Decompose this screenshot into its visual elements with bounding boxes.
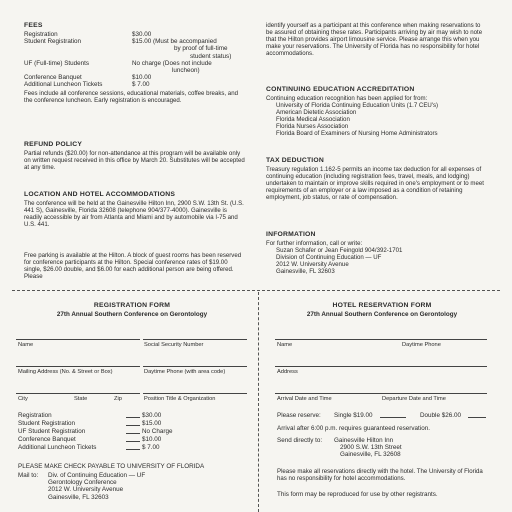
list-item: American Dietetic Association (276, 109, 357, 117)
payable-instruction: PLEASE MAKE CHECK PAYABLE TO UNIVERSITY OF FLORIDA (18, 463, 205, 470)
ce-list (276, 102, 488, 137)
info-address: Suzan Schafer or Jean Feingold 904/392-1701 Division of Continuing Education — UF 2012 W. University Avenue Gainesville, FL 32603 (276, 247, 403, 276)
tax-text: Treasury regulation 1.162-5 permits an income tax deduction for all expenses of continuing education (including registration fees, travel, meals, and lodging) undertaken to maintain or improve skills required in one's employment or to meet requirements of an employer or a law imposed as a condition of retaining employment, job status, or rate of compensation. (266, 166, 484, 202)
arrival-label: Arrival Date and Time (277, 396, 332, 402)
hotel-name-label: Name (277, 342, 293, 348)
info-heading: INFORMATION (266, 231, 316, 238)
fee-row: luncheon) (172, 66, 200, 74)
registration-form-subtitle: 27th Annual Southern Conference on Gerontology (56, 311, 208, 318)
single-checkbox-line[interactable] (380, 417, 406, 418)
info-intro: For further information, call or write: (266, 240, 363, 247)
list-item: Florida Nurses Association (276, 123, 349, 131)
ce-heading: CONTINUING EDUCATION ACCREDITATION (266, 86, 415, 93)
ssn-field[interactable] (143, 339, 247, 340)
fees-note: Fees include all conference sessions, educational materials, coffee breaks, and the conference luncheon. Early registration is encouraged. (24, 90, 238, 105)
list-item: University of Florida Continuing Education Units (1.7 CEU's) (276, 102, 439, 109)
hotel-address-block: Gainesville Hilton Inn 2900 S.W. 13th Street Gainesville, FL 32608 (334, 437, 402, 459)
location-heading: LOCATION AND HOTEL ACCOMMODATIONS (24, 191, 176, 198)
cut-line-vertical (258, 292, 259, 512)
arrival-departure-field[interactable] (275, 393, 487, 394)
fee-row: Registration $30.00 (24, 31, 152, 38)
hotel-instructions: identify yourself as a participant at this conference when making reservations to be assured of obtaining these rates. Participants arriving by air may wish to note that the Hilton provides airport limousine service. Please arrange this when you make your reservations. The University of Florida has no responsibility for hotel accommodations. (266, 22, 483, 58)
daytime-phone-field[interactable] (143, 366, 247, 367)
location-text: The conference will be held at the Gainesville Hilton Inn, 2900 S.W. 13th St. (U.S. 441 S), Gainesville, Florida 32608 (telephone 904/377-4000). Gainesville is readily accessible by air from Atlanta and Miami and by automobile via I-75 and U.S. 441. (24, 200, 244, 229)
refund-heading: REFUND POLICY (24, 141, 83, 148)
ssn-label: Social Security Number (144, 342, 204, 348)
fee-row: Conference Banquet $10.00 (24, 74, 152, 82)
list-item: UF Student Registration No Charge (18, 428, 173, 435)
fees-heading: FEES (24, 22, 43, 29)
daytime-phone-label: Daytime Phone (with area code) (144, 369, 226, 375)
hotel-form-subtitle: 27th Annual Southern Conference on Gerontology (306, 311, 458, 318)
hotel-phone-label: Daytime Phone (402, 342, 441, 348)
position-field[interactable] (143, 393, 247, 394)
fee-checkbox-line[interactable] (126, 425, 140, 426)
list-item: Registration $30.00 (18, 412, 162, 419)
fees-table (24, 31, 246, 89)
registration-form-title: REGISTRATION FORM (93, 302, 171, 309)
list-item: Florida Board of Examiners of Nursing Home Administrators (276, 130, 438, 138)
name-label: Name (18, 342, 34, 348)
fee-row: UF (Full-time) Students No charge (Does not include (24, 59, 212, 67)
hotel-address-field[interactable] (275, 366, 487, 367)
fee-row: student status) (190, 52, 232, 60)
ce-intro: Continuing education recognition has been applied for from: (266, 95, 428, 102)
list-item: Conference Banquet $10.00 (18, 436, 162, 443)
departure-label: Departure Date and Time (382, 396, 446, 402)
hotel-rates-text: Free parking is available at the Hilton. A block of guest rooms has been reserved for conference participants at the Hilton. Special conference rates of $19.00 single, $26.00 double, and $6.00 for each additional person are being offered. Please (24, 252, 242, 281)
double-rate: Double $26.00 (420, 412, 461, 419)
arrival-note: Arrival after 6:00 p.m. requires guaranteed reservation. (277, 425, 430, 432)
list-item: Florida Medical Association (276, 116, 350, 124)
zip-label: Zip (114, 396, 122, 402)
mail-to-address: Div. of Continuing Education — UF Gerontology Conference 2012 W. University Avenue Gainesville, FL 32603 (48, 472, 146, 501)
list-item: Student Registration $15.00 (18, 420, 162, 427)
fee-row: Student Registration $15.00 (Must be accompanied (24, 38, 217, 46)
fee-checkbox-line[interactable] (126, 449, 140, 450)
position-label: Position Title & Organization (144, 396, 216, 402)
hotel-name-field[interactable] (275, 339, 487, 340)
mail-to-label: Mail to: (18, 472, 39, 479)
fee-checkbox-line[interactable] (126, 433, 140, 434)
name-field[interactable] (16, 339, 140, 340)
registration-fee-list (18, 412, 248, 452)
please-reserve-label: Please reserve: (277, 412, 321, 419)
double-checkbox-line[interactable] (468, 417, 486, 418)
fee-checkbox-line[interactable] (126, 441, 140, 442)
city-state-zip-field[interactable] (16, 393, 140, 394)
fee-row: Additional Luncheon Tickets $ 7.00 (24, 81, 150, 89)
tax-heading: TAX DEDUCTION (266, 157, 324, 164)
hotel-address-label: Address (277, 369, 298, 375)
hotel-note: Please make all reservations directly with the hotel. The University of Florida has no responsibility for hotel accommodations. (277, 468, 483, 483)
fee-checkbox-line[interactable] (126, 417, 140, 418)
city-label: City (18, 396, 28, 402)
send-to-label: Send directly to: (277, 437, 323, 444)
mailing-address-label: Mailing Address (No. & Street or Box) (18, 369, 113, 375)
state-label: State (74, 396, 88, 402)
cut-line-horizontal (12, 290, 500, 291)
mailing-address-field[interactable] (16, 366, 140, 367)
list-item: Additional Luncheon Tickets $ 7.00 (18, 444, 160, 451)
refund-text: Partial refunds ($20.00) for non-attendance at this program will be available only on written request received in this office by March 20. Substitutes will be accepted at any time. (24, 150, 245, 172)
reproduce-note: This form may be reproduced for use by other registrants. (277, 491, 438, 498)
fee-row: by proof of full-time (174, 45, 228, 53)
single-rate: Single $19.00 (334, 412, 373, 419)
hotel-form-title: HOTEL RESERVATION FORM (332, 302, 432, 309)
